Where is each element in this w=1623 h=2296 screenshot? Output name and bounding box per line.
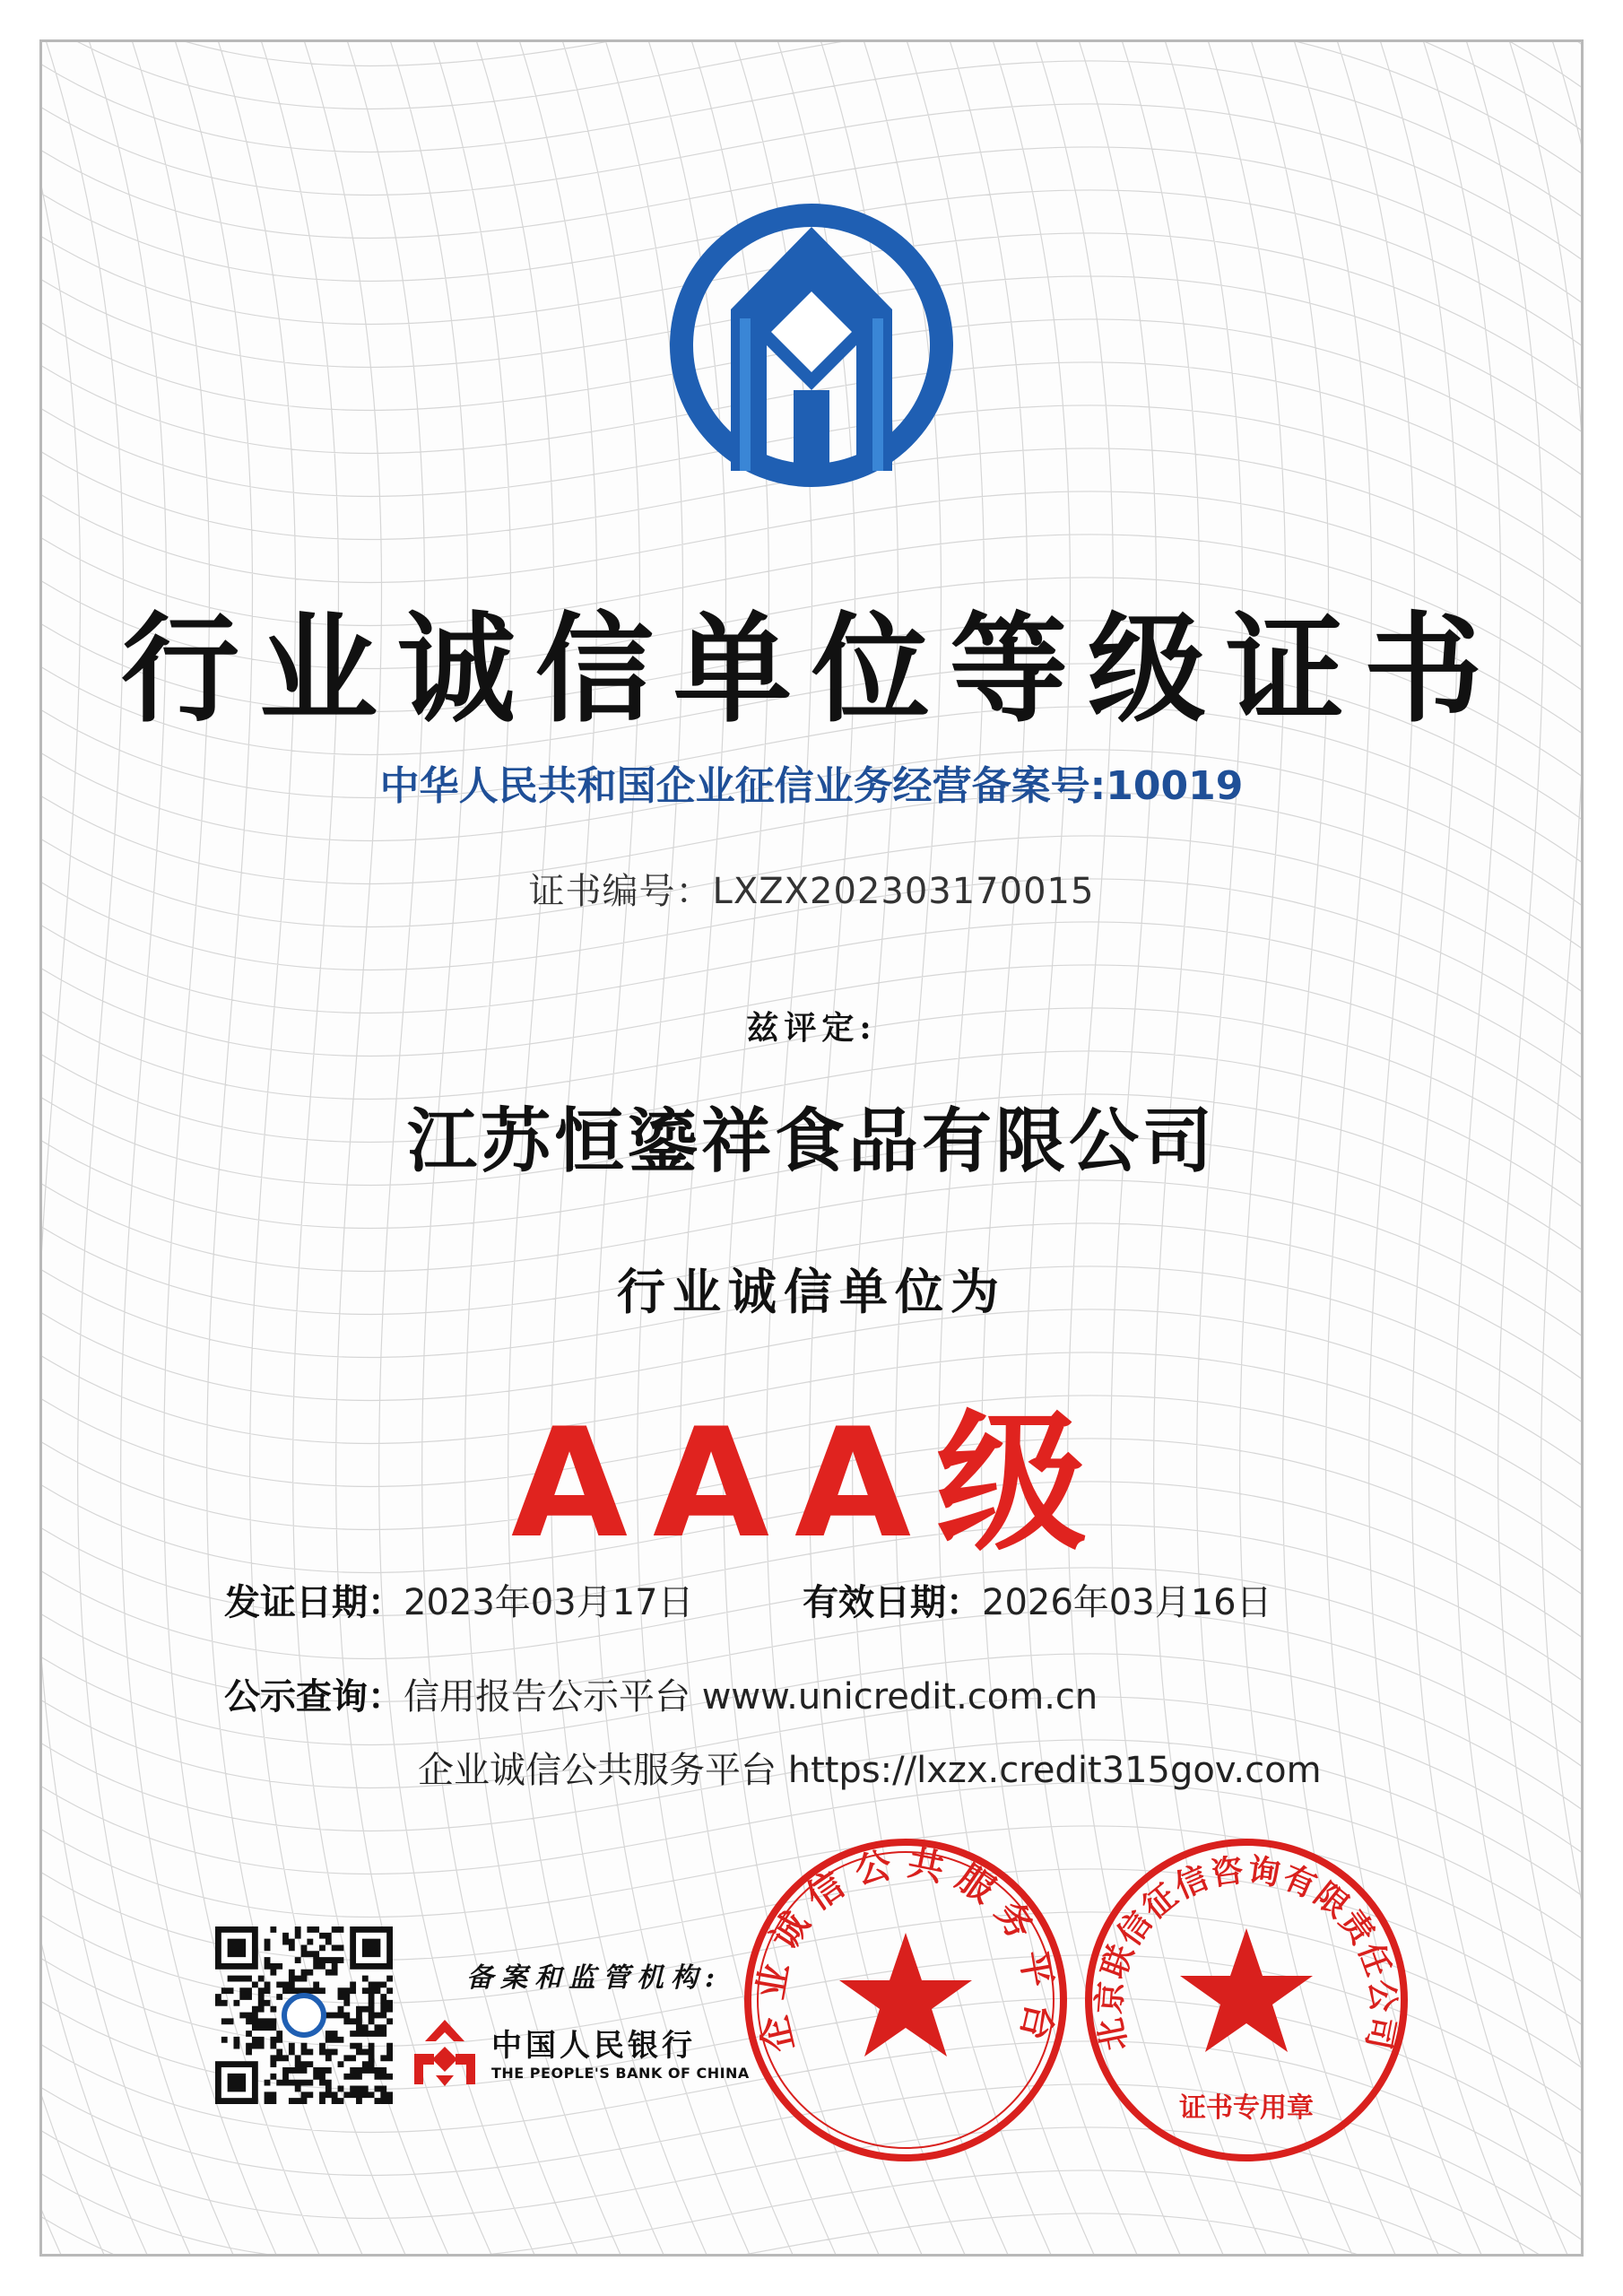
qr-finder: [228, 2074, 246, 2092]
qr-center-logo-icon: [284, 1996, 324, 2035]
credit-grade: AAA级: [510, 1396, 1113, 1571]
unit-as-label: 行业诚信单位为: [617, 1263, 1006, 1320]
certificate-number: [0, 863, 1623, 914]
filing-number: 中华人民共和国企业征信业务经营备案号:10019: [379, 763, 1244, 809]
query-line-2: 企业诚信公共服务平台 https://lxzx.credit315gov.com: [418, 1750, 1322, 1791]
qr-code: [215, 1926, 393, 2104]
valid-date-row: [803, 1574, 1272, 1625]
regulator-label: 备案和监管机构:: [466, 1962, 723, 1994]
issue-date-row: [224, 1574, 694, 1625]
certificate-title: 行业诚信单位等级证书: [121, 601, 1502, 739]
seal-right-text: 北京联信征信咨询有限责任公司: [1090, 1850, 1402, 2055]
company-name: 江苏恒鎏祥食品有限公司: [406, 1100, 1216, 1182]
pboc-name-en: THE PEOPLE'S BANK OF CHINA: [491, 2065, 750, 2082]
valid-date-value: 2026年03月16日: [982, 1582, 1272, 1623]
issue-date-label: 发证日期：: [224, 1582, 404, 1623]
query-row: [224, 1668, 1098, 1719]
seal-left: [735, 1830, 1076, 2170]
query-line-1: 信用报告公示平台 www.unicredit.com.cn: [404, 1676, 1098, 1718]
seal-left-text: 企业诚信公共服务平台: [749, 1841, 1063, 2057]
credit-logo-icon: [668, 202, 955, 489]
seal-left-star-icon: [839, 1933, 972, 2057]
hereby-label: 兹评定:: [746, 1009, 877, 1047]
cert-no-label: 证书编号：: [528, 871, 713, 912]
qr-finder: [362, 1939, 380, 1957]
pboc-logo-icon: [411, 2016, 479, 2088]
pboc-name-cn: 中国人民银行: [491, 2028, 696, 2064]
valid-date-label: 有效日期：: [803, 1582, 982, 1623]
seal-right-star-icon: [1180, 1928, 1313, 2052]
cert-no-value: LXZX202303170015: [712, 871, 1095, 912]
query-label: 公示查询：: [224, 1676, 404, 1718]
issue-date-value: 2023年03月17日: [404, 1582, 694, 1623]
qr-finder: [228, 1939, 246, 1957]
seal-right-bottom-text: 证书专用章: [1179, 2092, 1314, 2124]
seal-right: [1076, 1830, 1417, 2170]
